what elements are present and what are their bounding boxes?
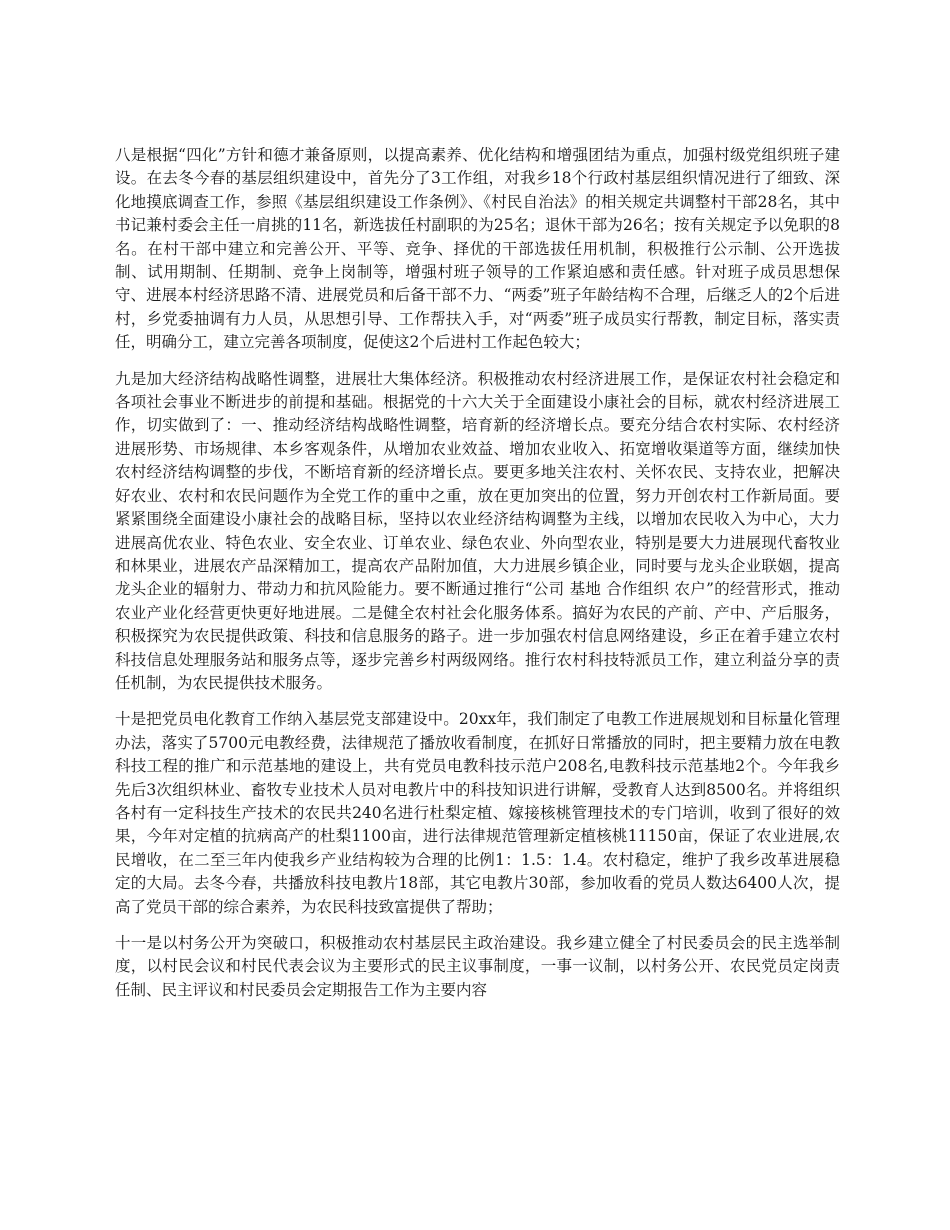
paragraph-eleven: 十一是以村务公开为突破口，积极推动农村基层民主政治建设。我乡建立健全了村民委员会的民主选举制度，以村民会议和村民代表会议为主要形式的民主议事制度，一事一议制，以村务公开、农民党员定岗责任制、民主评议和村民委员会定期报告工作为主要内容 bbox=[115, 934, 840, 999]
paragraph-nine: 九是加大经济结构战略性调整，进展壮大集体经济。积极推动农村经济进展工作，是保证农村社会稳定和各项社会事业不断进步的前提和基础。根据党的十六大关于全面建设小康社会的目标，就农村经济进展工作，切实做到了：一、推动经济结构战略性调整，培育新的经济增长点。要充分结合农村实际、农村经济进展形势、市场规律、本乡客观条件，从增加农业效益、增加农业收入、拓宽增收渠道等方面，继续加快农村经济结构调整的步伐，不断培育新的经济增长点。要更多地关注农村、关怀农民、支持农业，把解决好农业、农村和农民问题作为全党工作的重中之重，放在更加突出的位置，努力开创农村工作新局面。要紧紧围绕全面建设小康社会的战略目标，坚持以农业经济结构调整为主线，以增加农民收入为中心，大力进展高优农业、特色农业、安全农业、订单农业、绿色农业、外向型农业，特别是要大力进展现代畜牧业和林果业，进展农产品深精加工，提高农产品附加值，大力进展乡镇企业，同时要与龙头企业联姻，提高龙头企业的辐射力、带动力和抗风险能力。要不断通过推行“公司 基地 合作组织 农户”的经营形式，推动农业产业化经营更快更好地进展。二是健全农村社会化服务体系。搞好为农民的产前、产中、产后服务，积极探究为农民提供政策、科技和信息服务的路子。进一步加强农村信息网络建设，乡正在着手建立农村科技信息处理服务站和服务点等，逐步完善乡村两级网络。推行农村科技特派员工作，建立利益分享的责任机制，为农民提供技术服务。 bbox=[115, 369, 840, 692]
paragraph-ten: 十是把党员电化教育工作纳入基层党支部建设中。20xx年，我们制定了电教工作进展规划和目标量化管理办法，落实了5700元电教经费，法律规范了播放收看制度，在抓好日常播放的同时，把主要精力放在电教科技工程的推广和示范基地的建设上，共有党员电教科技示范户208名,电教科技示范基地2个。今年我乡先后3次组织林业、畜牧专业技术人员对电教片中的科技知识进行讲解，受教育人达到8500名。并将组织各村有一定科技生产技术的农民共240名进行杜梨定植、嫁接核桃管理技术的专门培训，收到了很好的效果，今年对定植的抗病高产的杜梨1100亩，进行法律规范管理新定植核桃11150亩，保证了农业进展,农民增收，在二至三年内使我乡产业结构较为合理的比例1：1.5：1.4。农村稳定，维护了我乡改革进展稳定的大局。去冬今春，共播放科技电教片18部，其它电教片30部，参加收看的党员人数达6400人次，提高了党员干部的综合素养，为农民科技致富提供了帮助； bbox=[115, 710, 840, 916]
document-body bbox=[115, 144, 840, 1015]
paragraph-eight: 八是根据“四化”方针和德才兼备原则，以提高素养、优化结构和增强团结为重点，加强村级党组织班子建设。在去冬今春的基层组织建设中，首先分了3工作组，对我乡18个行政村基层组织情况进行了细致、深化地摸底调查工作，参照《基层组织建设工作条例》、《村民自治法》的相关规定共调整村干部28名，其中书记兼村委会主任一肩挑的11名，新选拔任村副职的为25名；退休干部为26名；按有关规定予以免职的8名。在村干部中建立和完善公开、平等、竞争、择优的干部选拔任用机制，积极推行公示制、公开选拔制、试用期制、任期制、竞争上岗制等，增强村班子领导的工作紧迫感和责任感。针对班子成员思想保守、进展本村经济思路不清、进展党员和后备干部不力、“两委”班子年龄结构不合理，后继乏人的2个后进村，乡党委抽调有力人员，从思想引导、工作帮扶入手，对“两委”班子成员实行帮教，制定目标，落实责任，明确分工，建立完善各项制度，促使这2个后进村工作起色较大； bbox=[115, 146, 840, 352]
